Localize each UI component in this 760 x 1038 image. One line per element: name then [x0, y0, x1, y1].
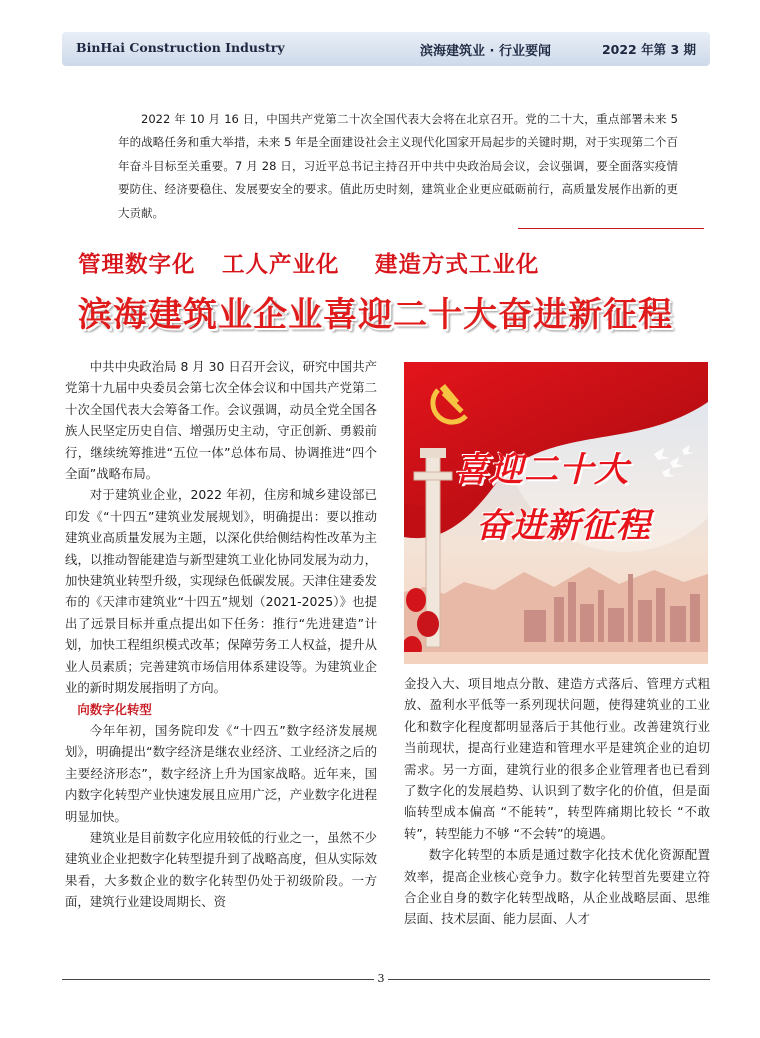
section-title: 向数字化转型 — [77, 701, 152, 717]
page-number: 3 — [374, 972, 388, 985]
issue-number: 2022 年第 3 期 — [601, 42, 696, 57]
body-paragraph: 建筑业是目前数字化应用较低的行业之一，虽然不少建筑业企业把数字化转型提升到了战略高度，但从实际效果看，大多数企业的数字化转型仍处于初级阶段。一方面，建筑行业建设周期长、资 — [65, 829, 377, 910]
body-paragraph: 今年年初，国务院印发《“十四五”数字经济发展规划》，明确提出“数字经济是继农业经济、工业经济之后的主要经济形态”，数字经济上升为国家战略。近年来，国内数字化转型产业快速发展且应用广泛，产业数字化进程明显加快。 — [65, 722, 377, 824]
article-headline: 滨海建筑业企业喜迎二十大奋进新征程 — [78, 295, 673, 335]
body-paragraph-continued: 金投入大、项目地点分散、建造方式落后、管理方式粗放、盈利水平低等一系列现状问题，使得建筑业的工业化和数字化程度都明显落后于其他行业。改善建筑行业当前现状，提高行业建造和管理水平是建筑企业的迫切需求。另一方面，建筑行业的很多企业管理者也已看到了数字化的发展趋势、认识到了数字化的价值，但是面临转型成本偏高 “不能转”，转型阵痛期比较长 “不敢转”，转型能力不够 “不会转”的境遇。 — [404, 676, 710, 841]
column-name: 滨海建筑业 · 行业要闻 — [420, 44, 551, 59]
poster-slogan-line2: 奋进新征程 — [476, 506, 651, 546]
body-paragraph: 对于建筑业企业，2022 年初，住房和城乡建设部已印发《“十四五”建筑业发展规划》，明确提出：要以推动建筑业高质量发展为主题，以深化供给侧结构性改革为主线，以推动智能建造与新型建筑工业化协同发展为动力，加快建筑业转型升级，实现绿色低碳发展。天津住建委发布的《天津市建筑业“十四五”规划（2021-2025）》也提出了远景目标并重点提出如下任务：推行“先进建造”计划，加快工程组织模式改革；保障劳务工人权益，提升从业人员素质；完善建筑市场信用体系建设等。为建筑业企业的新时期发展指明了方向。 — [65, 487, 377, 696]
celebration-poster-image — [404, 362, 708, 664]
right-column — [404, 673, 710, 930]
body-paragraph: 中共中央政治局 8 月 30 日召开会议，研究中国共产党第十九届中央委员会第七次全体会议和中国共产党第二十次全国代表大会筹备工作。会议强调，动员全党全国各族人民坚定历史自信、增强历史主动，守正创新、勇毅前行，继续统筹推进“五位一体”总体布局、协调推进“四个全面”战略布局。 — [65, 359, 378, 482]
publication-name: BinHai Construction Industry — [76, 40, 285, 55]
left-column — [65, 356, 377, 913]
intro-paragraph: 2022 年 10 月 16 日，中国共产党第二十次全国代表大会将在北京召开。党的二十大，重点部署未来 5 年的战略任务和重大举措，未来 5 年是全面建设社会主义现代化国家开局起步的关键时期，对于实现第二个百年奋斗目标至关重要。7 月 28 日，习近平总书记主持召开中共中央政治局会议，会议强调，要全面落实疫情要防住、经济要稳住、发展要安全的要求。值此历史时刻，建筑业企业更应砥砺前行，高质量发展作出新的更大贡献。 — [118, 112, 678, 220]
poster-slogan-line1: 喜迎二十大 — [454, 450, 629, 490]
running-header — [62, 32, 710, 66]
red-divider — [518, 228, 704, 229]
body-paragraph: 数字化转型的本质是通过数字化技术优化资源配置效率，提高企业核心竞争力。数字化转型首先要建立符合企业自身的数字化转型战略，从企业战略层面、思维层面、技术层面、能力层面、人才 — [404, 847, 710, 927]
article-subhead: 管理数字化 工人产业化 建造方式工业化 — [78, 252, 540, 278]
